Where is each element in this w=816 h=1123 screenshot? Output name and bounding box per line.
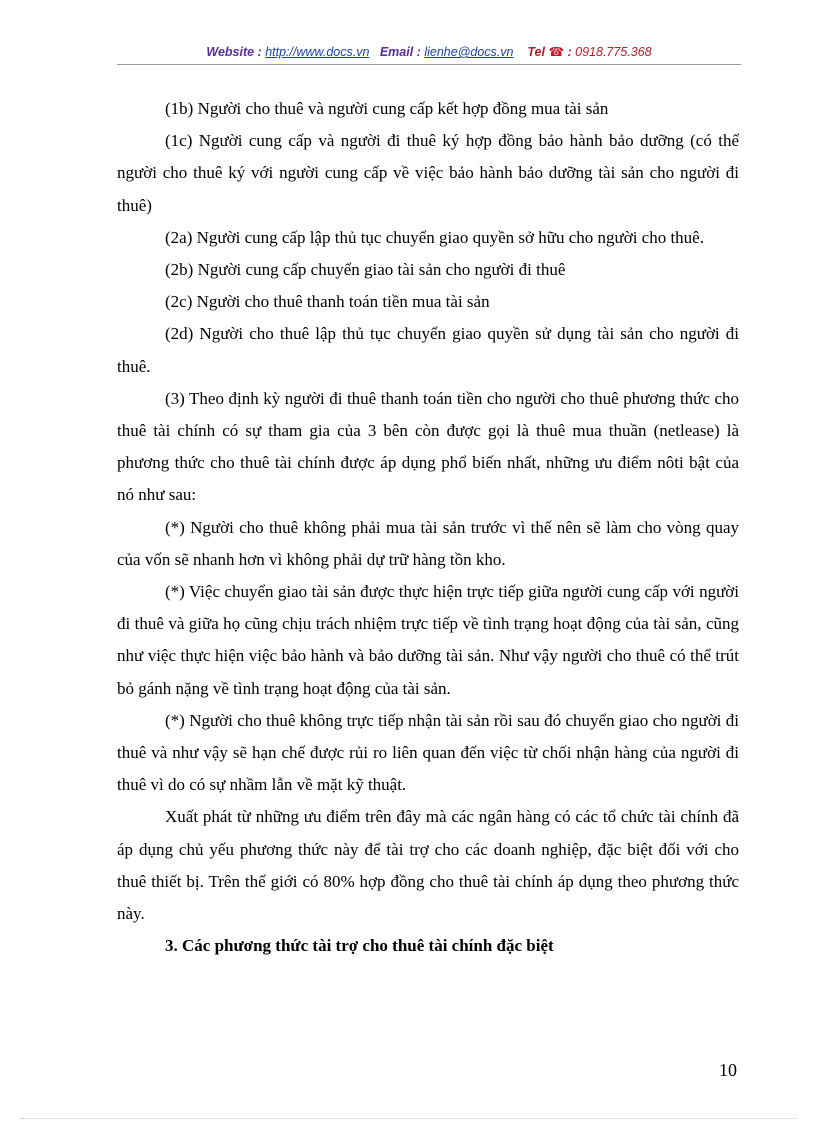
footer-divider	[20, 1118, 796, 1119]
paragraph-advantage-3: (*) Người cho thuê không trực tiếp nhận tài sản rồi sau đó chuyển giao cho người đi thuê và như vậy sẽ hạn chế được rủi ro liên quan đến việc từ chối nhận hàng của người đi thuê vì do có sự nhầm lẫn về mặt kỹ thuật.	[117, 710, 739, 795]
paragraph-2a: (2a) Người cung cấp lập thủ tục chuyển giao quyền sở hữu cho người cho thuê.	[165, 227, 704, 247]
paragraph-advantage-1: (*) Người cho thuê không phải mua tài sản trước vì thế nên sẽ làm cho vòng quay của vốn sẽ nhanh hơn vì không phải dự trữ hàng tồn kho.	[117, 517, 739, 569]
document-body	[117, 93, 739, 962]
website-label: Website :	[206, 45, 262, 59]
page-number: 10	[719, 1060, 737, 1080]
email-label: Email :	[379, 45, 421, 59]
paragraph-2c: (2c) Người cho thuê thanh toán tiền mua tài sản	[165, 292, 490, 312]
email-link[interactable]: lienhe@docs.vn	[424, 45, 514, 59]
tel-label: Tel ☎ :	[527, 45, 572, 59]
page-header	[117, 44, 741, 59]
paragraph-advantage-2: (*) Việc chuyển giao tài sản được thực hiện trực tiếp giữa người cung cấp với người đi thuê và giữa họ cũng chịu trách nhiệm trực tiếp về tình trạng hoạt động của tài sản, cũng như việc thực hiện việc bảo hành và bảo dưỡng tài sản. Như vậy người cho thuê có thể trút bỏ gánh nặng về tình trạng hoạt động của tài sản.	[117, 582, 739, 698]
paragraph-2b: (2b) Người cung cấp chuyển giao tài sản cho người đi thuê	[165, 260, 566, 280]
paragraph-1c: (1c) Người cung cấp và người đi thuê ký hợp đồng bảo hành bảo dưỡng (có thể người cho thuê ký với người cung cấp về việc bảo hành bảo dưỡng tài sản cho người đi thuê)	[117, 131, 739, 215]
paragraph-2d: (2d) Người cho thuê lập thủ tục chuyển giao quyền sử dụng tài sản cho người đi thuê.	[117, 324, 739, 376]
website-link[interactable]: http://www.docs.vn	[265, 45, 370, 59]
paragraph-1b: (1b) Người cho thuê và người cung cấp kết hợp đồng mua tài sản	[165, 99, 609, 118]
tel-number: 0918.775.368	[575, 45, 652, 59]
header-divider	[117, 64, 741, 65]
paragraph-3: (3) Theo định kỳ người đi thuê thanh toán tiền cho người cho thuê phương thức cho thuê tài chính có sự tham gia của 3 bên còn được gọi là thuê mua thuần (netlease) là phương thức cho thuê tài chính được áp dụng phổ biến nhất, những ưu điểm nôti bật của nó như sau:	[117, 388, 739, 505]
paragraph-conclusion: Xuất phát từ những ưu điểm trên đây mà các ngân hàng có các tổ chức tài chính đã áp dụng chủ yếu phương thức này để tài trợ cho các doanh nghiệp, đặc biệt đối với cho thuê thiết bị. Trên thế giới có 80% hợp đồng cho thuê tài chính áp dụng theo phương thức này.	[117, 807, 739, 924]
section-heading: 3. Các phương thức tài trợ cho thuê tài chính đặc biệt	[165, 936, 554, 956]
